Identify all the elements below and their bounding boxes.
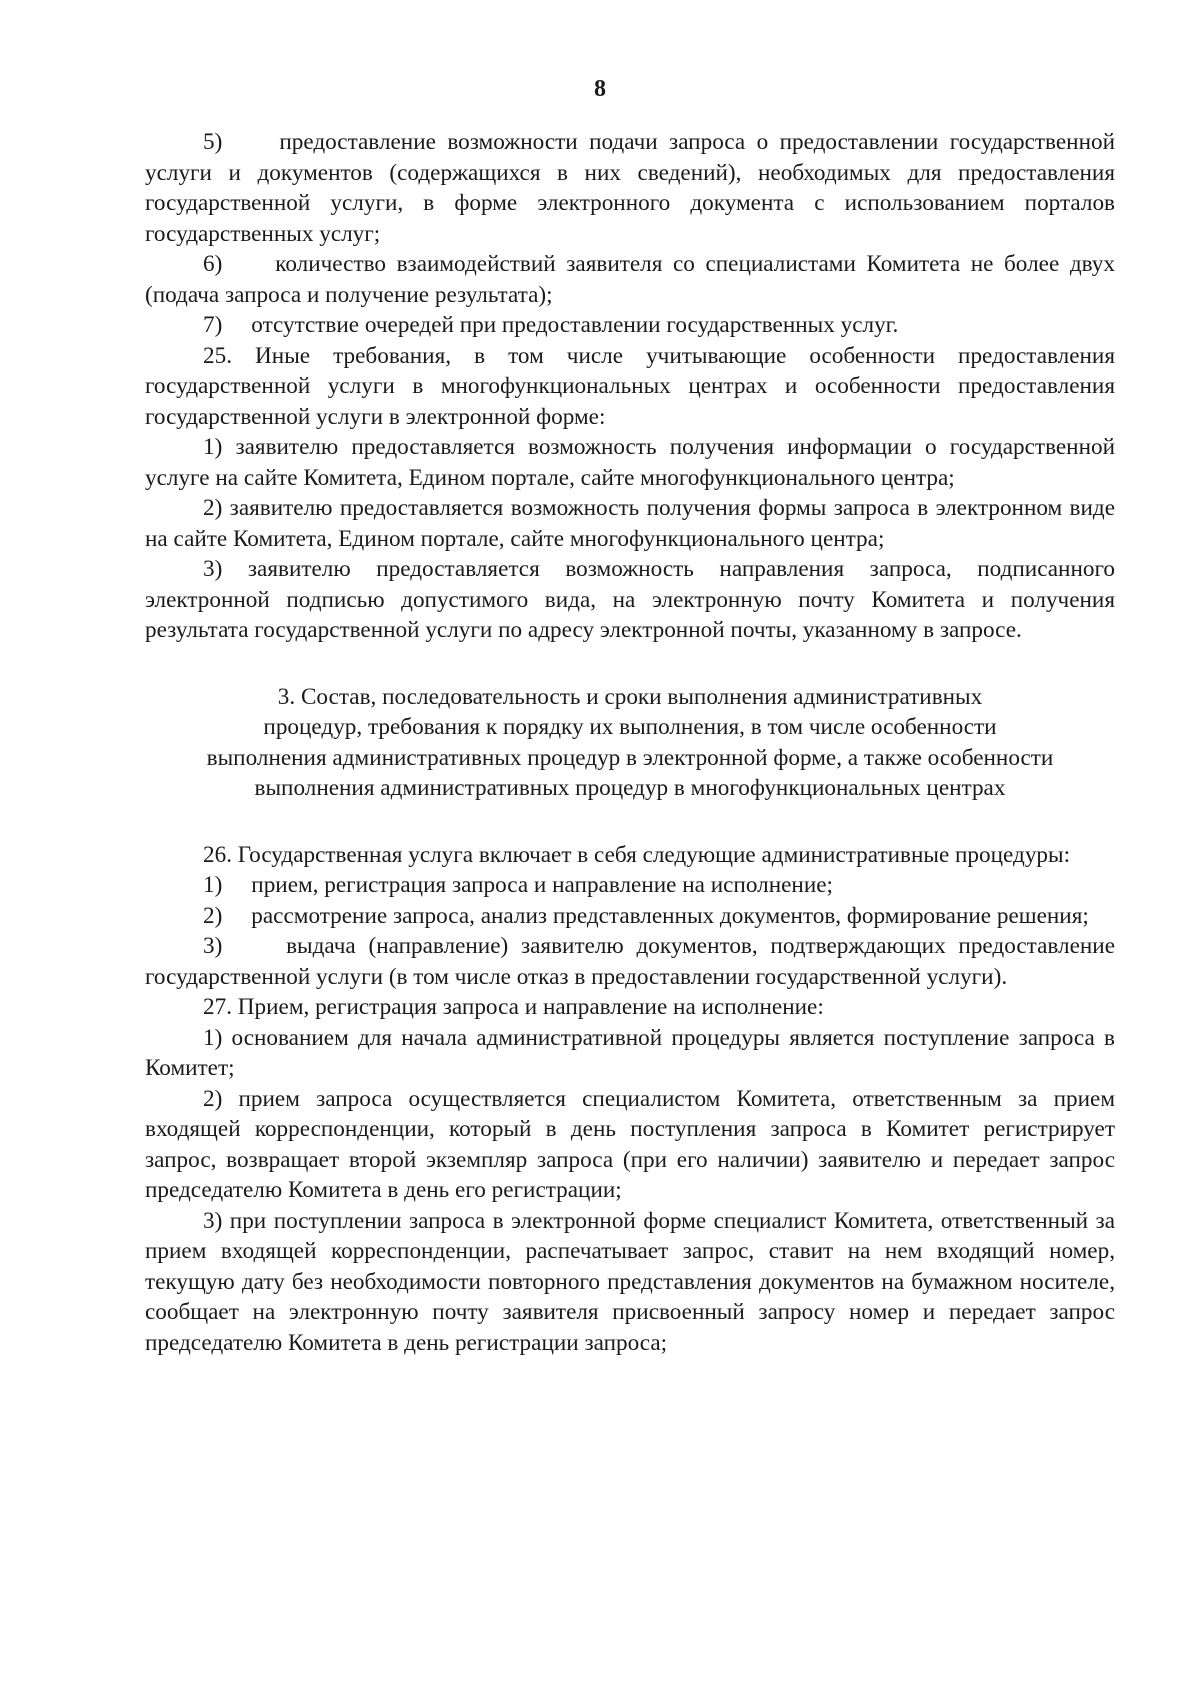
paragraph-25-other-requirements: 25. Иные требования, в том числе учитывающие особенности предоставления государственной услуги в многофункциональных центрах и особенности предоставления государственной услуги в электронной форме: (145, 342, 1115, 430)
document-body (145, 127, 1115, 1358)
section-heading-line: 3. Состав, последовательность и сроки выполнения административных (277, 683, 983, 710)
paragraph-item-7-no-queues: 7) отсутствие очередей при предоставлении государственных услуг. (203, 312, 899, 338)
paragraph-26-item-2: 2) рассмотрение запроса, анализ представленных документов, формирование решения; (203, 902, 1089, 929)
section-heading-line: выполнения административных процедур в многофункциональных центрах (254, 775, 1006, 801)
section-3-heading (145, 682, 1115, 804)
section-heading-line: процедур, требования к порядку их выполнения, в том числе особенности (263, 714, 997, 740)
paragraph-27-reception: 27. Прием, регистрация запроса и направление на исполнение: (203, 994, 824, 1020)
paragraph-27-item-1: 1) основанием для начала административной процедуры является поступление запроса в Комитет; (145, 1024, 1115, 1081)
paragraph-27-item-3: 3) при поступлении запроса в электронной форме специалист Комитета, ответственный за прием входящей корреспонденции, распечатывает запрос, ставит на нем входящий номер, текущую дату без необходимости повторного представления документов на бумажном носителе, сообщает на электронную почту заявителя присвоенный запросу номер и передает запрос председателю Комитета в день регистрации запроса; (145, 1207, 1115, 1356)
paragraph-26-item-1: 1) прием, регистрация запроса и направление на исполнение; (203, 872, 833, 898)
paragraph-item-6-interactions: 6) количество взаимодействий заявителя со специалистами Комитета не более двух (подача запроса и получение результата); (145, 251, 1115, 308)
paragraph-25-item-1: 1) заявителю предоставляется возможность получения информации о государственной услуге на сайте Комитета, Едином портале, сайте многофункционального центра; (145, 434, 1115, 491)
page-number: 8 (594, 76, 606, 102)
paragraph-26-item-3: 3) выдача (направление) заявителю документов, подтверждающих предоставление государственной услуги (в том числе отказ в предоставлении государственной услуги). (145, 933, 1115, 990)
section-heading-line: выполнения административных процедур в электронной форме, а также особенности (206, 744, 1054, 771)
paragraph-26-procedures: 26. Государственная услуга включает в себя следующие административные процедуры: (203, 841, 1071, 868)
paragraph-25-item-3: 3) заявителю предоставляется возможность направления запроса, подписанного электронной подписью допустимого вида, на электронную почту Комитета и получения результата государственной услуги по адресу электронной почты, указанному в запросе. (145, 556, 1115, 643)
paragraph-25-item-2: 2) заявителю предоставляется возможность получения формы запроса в электронном виде на сайте Комитета, Едином портале, сайте многофункционального центра; (145, 495, 1115, 552)
paragraph-27-item-2: 2) прием запроса осуществляется специалистом Комитета, ответственным за прием входящей корреспонденции, который в день поступления запроса в Комитет регистрирует запрос, возвращает второй экземпляр запроса (при его наличии) заявителю и передает запрос председателю Комитета в день его регистрации; (145, 1085, 1115, 1203)
paragraph-item-5-portal-submission: 5) предоставление возможности подачи запроса о предоставлении государственной услуги и документов (содержащихся в них сведений), необходимых для предоставления государственной услуги, в форме электронного документа с использованием порталов государственных услуг; (145, 129, 1115, 247)
